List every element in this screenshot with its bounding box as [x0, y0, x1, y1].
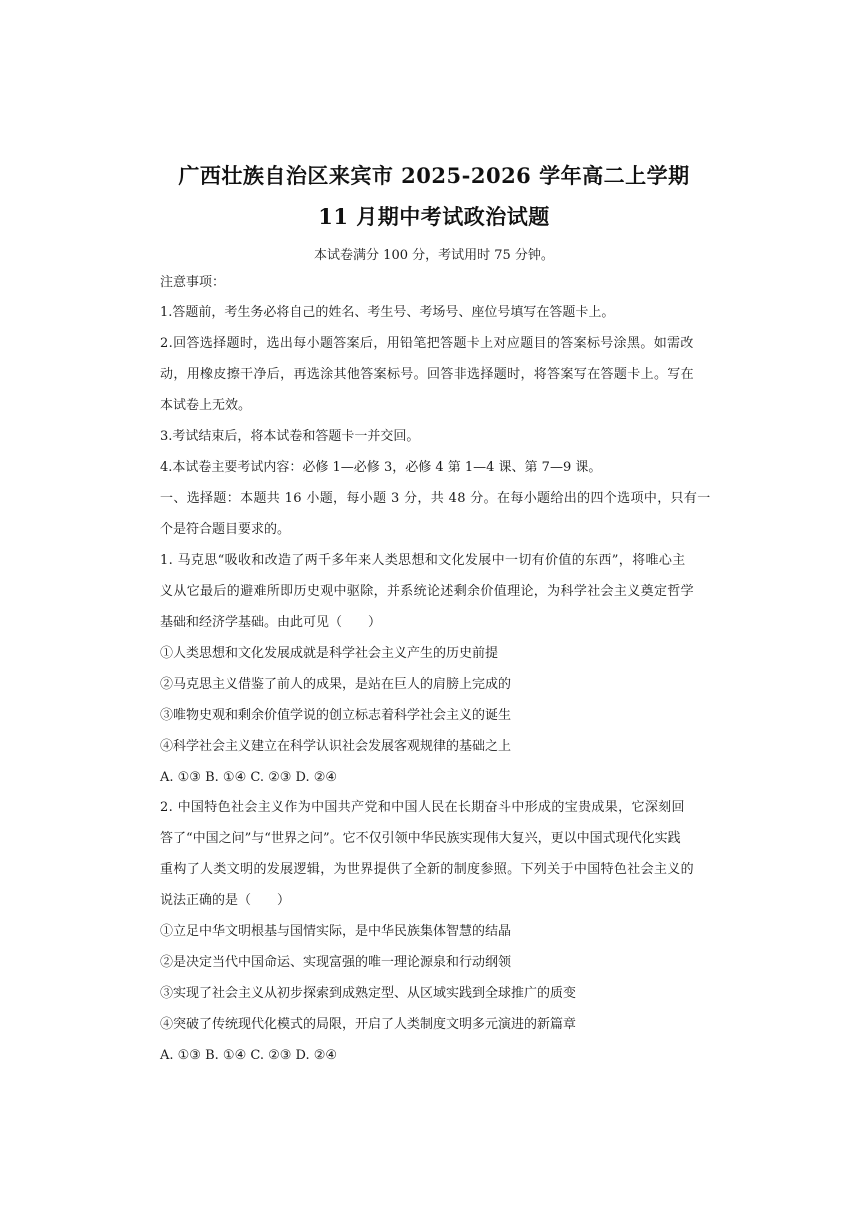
exam-duration-note: 本试卷满分 100 分，考试用时 75 分钟。 — [314, 248, 554, 263]
q2-choices: A. ①③ B. ①④ C. ②③ D. ②④ — [160, 1048, 338, 1063]
q1-stem-line3: 基础和经济学基础。由此可见（ ） — [160, 615, 382, 630]
q2-stem-line1: 2. 中国特色社会主义作为中国共产党和中国人民在长期奋斗中形成的宝贵成果，它深刻回 — [160, 800, 685, 815]
q2-option-2: ②是决定当代中国命运、实现富强的唯一理论源泉和行动纲领 — [160, 955, 512, 970]
q1-option-4: ④科学社会主义建立在科学认识社会发展客观规律的基础之上 — [160, 739, 512, 754]
q1-choices: A. ①③ B. ①④ C. ②③ D. ②④ — [160, 770, 338, 785]
notice-item-4: 4.本试卷主要考试内容：必修 1—必修 3，必修 4 第 1—4 课、第 7—9 课。 — [160, 460, 602, 475]
q1-option-3: ③唯物史观和剩余价值学说的创立标志着科学社会主义的诞生 — [160, 708, 512, 723]
q2-option-1: ①立足中华文明根基与国情实际，是中华民族集体智慧的结晶 — [160, 924, 512, 939]
q2-option-4: ④突破了传统现代化模式的局限，开启了人类制度文明多元演进的新篇章 — [160, 1017, 577, 1032]
q2-option-3: ③实现了社会主义从初步探索到成熟定型、从区域实践到全球推广的质变 — [160, 986, 577, 1001]
notice-item-3: 3.考试结束后，将本试卷和答题卡一并交回。 — [160, 429, 420, 444]
q2-stem-line4: 说法正确的是（ ） — [160, 893, 291, 908]
exam-title-line1: 广西壮族自治区来宾市 2025-2026 学年高二上学期 — [178, 163, 690, 188]
notice-item-2-line3: 本试卷上无效。 — [160, 398, 252, 413]
q1-stem-line1: 1. 马克思“吸收和改造了两千多年来人类思想和文化发展中一切有价值的东西”，将唯心主 — [160, 553, 686, 568]
q2-stem-line2: 答了“中国之问”与“世界之问”。它不仅引领中华民族实现伟大复兴，更以中国式现代化实践 — [160, 831, 681, 846]
notice-heading: 注意事项： — [160, 275, 226, 290]
q2-stem-line3: 重构了人类文明的发展逻辑，为世界提供了全新的制度参照。下列关于中国特色社会主义的 — [160, 862, 695, 877]
section-intro-line2: 个是符合题目要求的。 — [160, 522, 291, 537]
notice-item-2-line2: 动，用橡皮擦干净后，再选涂其他答案标号。回答非选择题时，将答案写在答题卡上。写在 — [160, 367, 695, 382]
q1-stem-line2: 义从它最后的避难所即历史观中驱除，并系统论述剩余价值理论，为科学社会主义奠定哲学 — [160, 584, 695, 599]
q1-option-2: ②马克思主义借鉴了前人的成果，是站在巨人的肩膀上完成的 — [160, 677, 512, 692]
notice-item-2-line1: 2.回答选择题时，选出每小题答案后，用铅笔把答题卡上对应题目的答案标号涂黑。如需改 — [160, 336, 694, 351]
q1-option-1: ①人类思想和文化发展成就是科学社会主义产生的历史前提 — [160, 646, 499, 661]
section-intro-line1: 一、选择题：本题共 16 小题，每小题 3 分，共 48 分。在每小题给出的四个选项中，只有一 — [160, 491, 711, 506]
exam-title-line2: 11 月期中考试政治试题 — [318, 204, 550, 229]
notice-item-1: 1.答题前，考生务必将自己的姓名、考生号、考场号、座位号填写在答题卡上。 — [160, 305, 615, 320]
